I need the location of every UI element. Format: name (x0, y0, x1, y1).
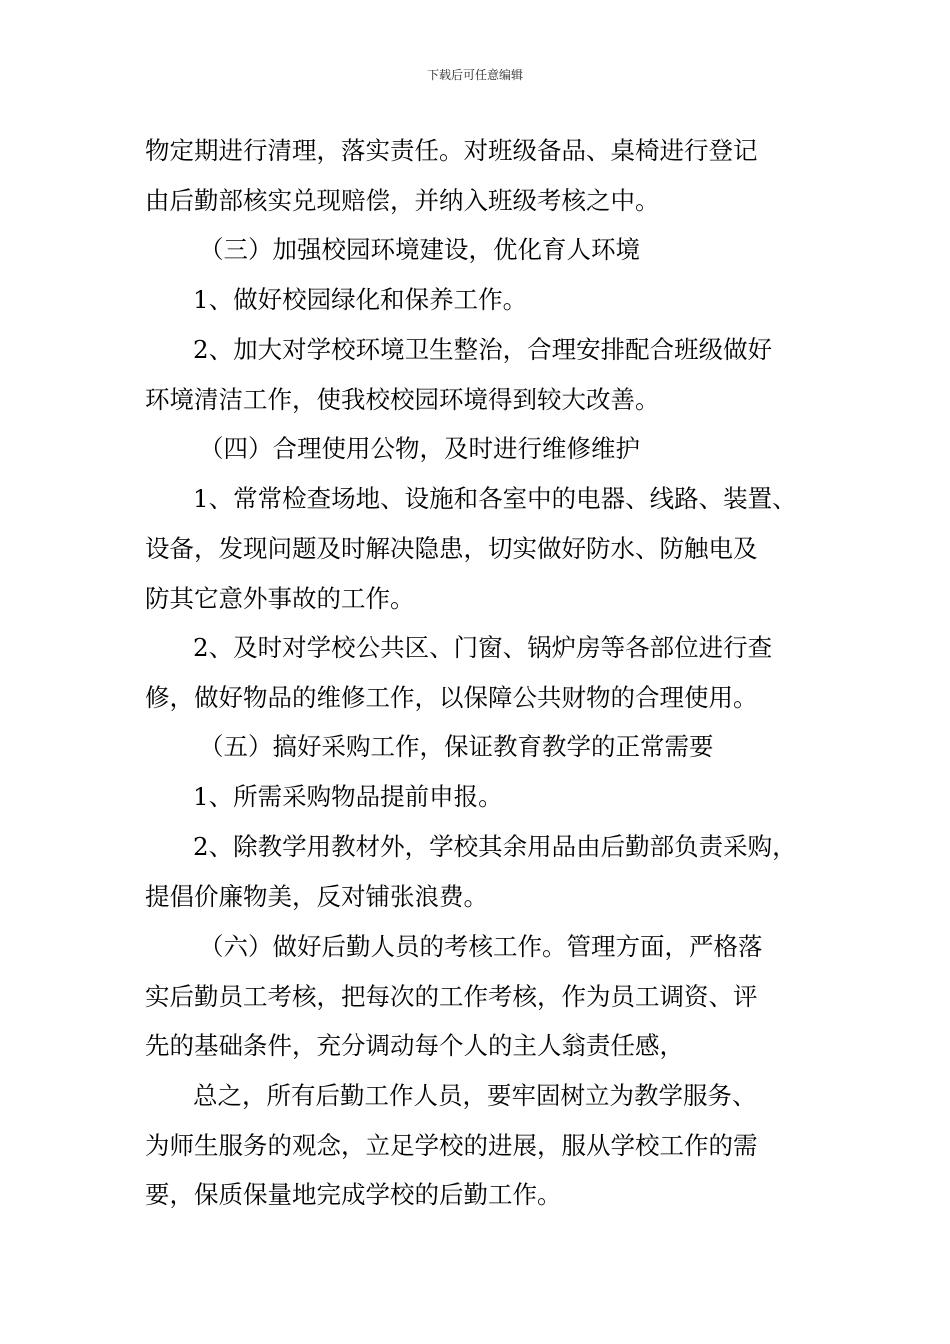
body-line-1: 物定期进行清理，落实责任。对班级备品、桌椅进行登记 (145, 136, 758, 165)
body-line-22: 要，保质保量地完成学校的后勤工作。 (145, 1180, 562, 1209)
list-item-5-2: 2、除教学用教材外，学校其余用品由后勤部负责采购， (193, 832, 797, 861)
list-item-5-1: 1、所需采购物品提前申报。 (193, 782, 503, 811)
list-item-4-1: 1、常常检查场地、设施和各室中的电器、线路、装置、 (193, 484, 797, 513)
summary-paragraph-start: 总之，所有后勤工作人员，要牢固树立为教学服务、 (193, 1081, 757, 1110)
body-line-2: 由后勤部核实兑现赔偿，并纳入班级考核之中。 (145, 186, 660, 215)
section-heading-4: （四）合理使用公物，及时进行维修维护 (199, 434, 640, 463)
body-line-10: 防其它意外事故的工作。 (145, 584, 415, 613)
body-line-16: 提倡价廉物美，反对铺张浪费。 (145, 882, 488, 911)
body-line-18: 实后勤员工考核，把每次的工作考核，作为员工调资、评 (145, 982, 758, 1011)
body-line-12: 修，做好物品的维修工作，以保障公共财物的合理使用。 (145, 683, 758, 712)
list-item-3-1: 1、做好校园绿化和保养工作。 (193, 285, 528, 314)
section-heading-5: （五）搞好采购工作，保证教育教学的正常需要 (199, 732, 714, 761)
list-item-3-2: 2、加大对学校环境卫生整治，合理安排配合班级做好 (193, 335, 773, 364)
body-line-21: 为师生服务的观念，立足学校的进展，服从学校工作的需 (145, 1131, 758, 1160)
body-line-19: 先的基础条件，充分调动每个人的主人翁责任感， (145, 1031, 684, 1060)
section-heading-6: （六）做好后勤人员的考核工作。管理方面，严格落 (199, 932, 763, 961)
section-heading-3: （三）加强校园环境建设，优化育人环境 (199, 235, 640, 264)
body-line-9: 设备，发现问题及时解决隐患，切实做好防水、防触电及 (145, 534, 758, 563)
body-line-6: 环境清洁工作，使我校校园环境得到较大改善。 (145, 385, 660, 414)
page-header-note: 下载后可任意编辑 (426, 68, 523, 82)
list-item-4-2: 2、及时对学校公共区、门窗、锅炉房等各部位进行查 (193, 633, 773, 662)
